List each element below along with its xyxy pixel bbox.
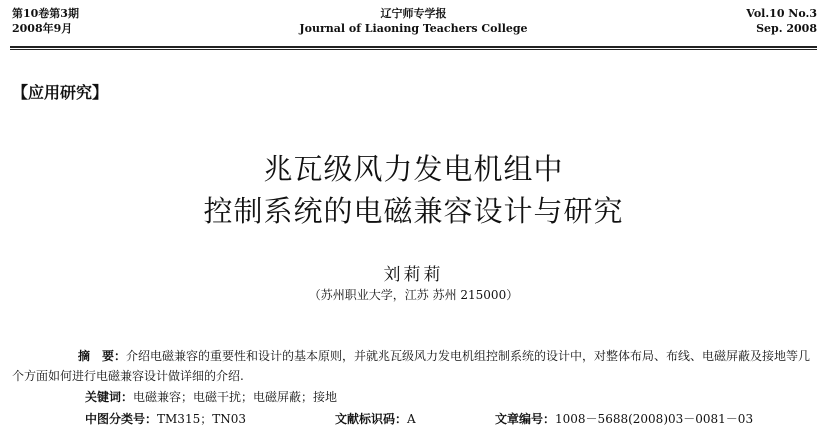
- keywords-text: 电磁兼容；电磁干扰；电磁屏蔽；接地: [133, 390, 338, 404]
- doc-code-value: A: [407, 412, 416, 426]
- header-rule-thick: [10, 46, 817, 48]
- keywords-label: 关键词：: [85, 390, 134, 404]
- clc-value: TM315；TN03: [157, 412, 246, 426]
- article-no-label: 文章编号：: [495, 412, 556, 426]
- clc-number: [85, 410, 246, 427]
- author-affiliation: （苏州职业大学，江苏 苏州 215000）: [308, 288, 519, 302]
- author-name: 刘莉莉: [383, 265, 444, 285]
- article-number: [495, 410, 753, 427]
- doc-code: [335, 410, 416, 427]
- article-no-value: 1008－5688(2008)03－0081－03: [555, 412, 754, 426]
- issue-info-en: [746, 6, 817, 36]
- title-line-2: 控制系统的电磁兼容设计与研究: [203, 194, 624, 228]
- journal-name: [0, 6, 827, 36]
- volume-issue: 第10卷第3期: [12, 7, 79, 20]
- issue-date: 2008年9月: [12, 22, 73, 35]
- journal-name-en: Journal of Liaoning Teachers College: [299, 22, 528, 35]
- abstract-text: 介绍电磁兼容的重要性和设计的基本原则，并就兆瓦级风力发电机组控制系统的设计中，对整体布局、布线、电磁屏蔽及接地等几个方面如何进行电磁兼容设计做详细的介绍.: [12, 349, 811, 383]
- doc-code-label: 文献标识码：: [335, 412, 408, 426]
- volume-issue-en: Vol.10 No.3: [746, 7, 817, 20]
- journal-name-cn: 辽宁师专学报: [380, 7, 447, 20]
- header-rule-thin: [10, 49, 817, 50]
- journal-header: [0, 6, 827, 42]
- keywords: [85, 388, 337, 405]
- issue-date-en: Sep. 2008: [756, 22, 817, 35]
- paper-title: [0, 148, 827, 232]
- section-tag: 【应用研究】: [12, 83, 109, 102]
- abstract-label: 摘 要：: [78, 349, 127, 363]
- clc-label: 中图分类号：: [85, 412, 158, 426]
- abstract: [12, 346, 815, 386]
- title-line-1: 兆瓦级风力发电机组中: [263, 152, 564, 186]
